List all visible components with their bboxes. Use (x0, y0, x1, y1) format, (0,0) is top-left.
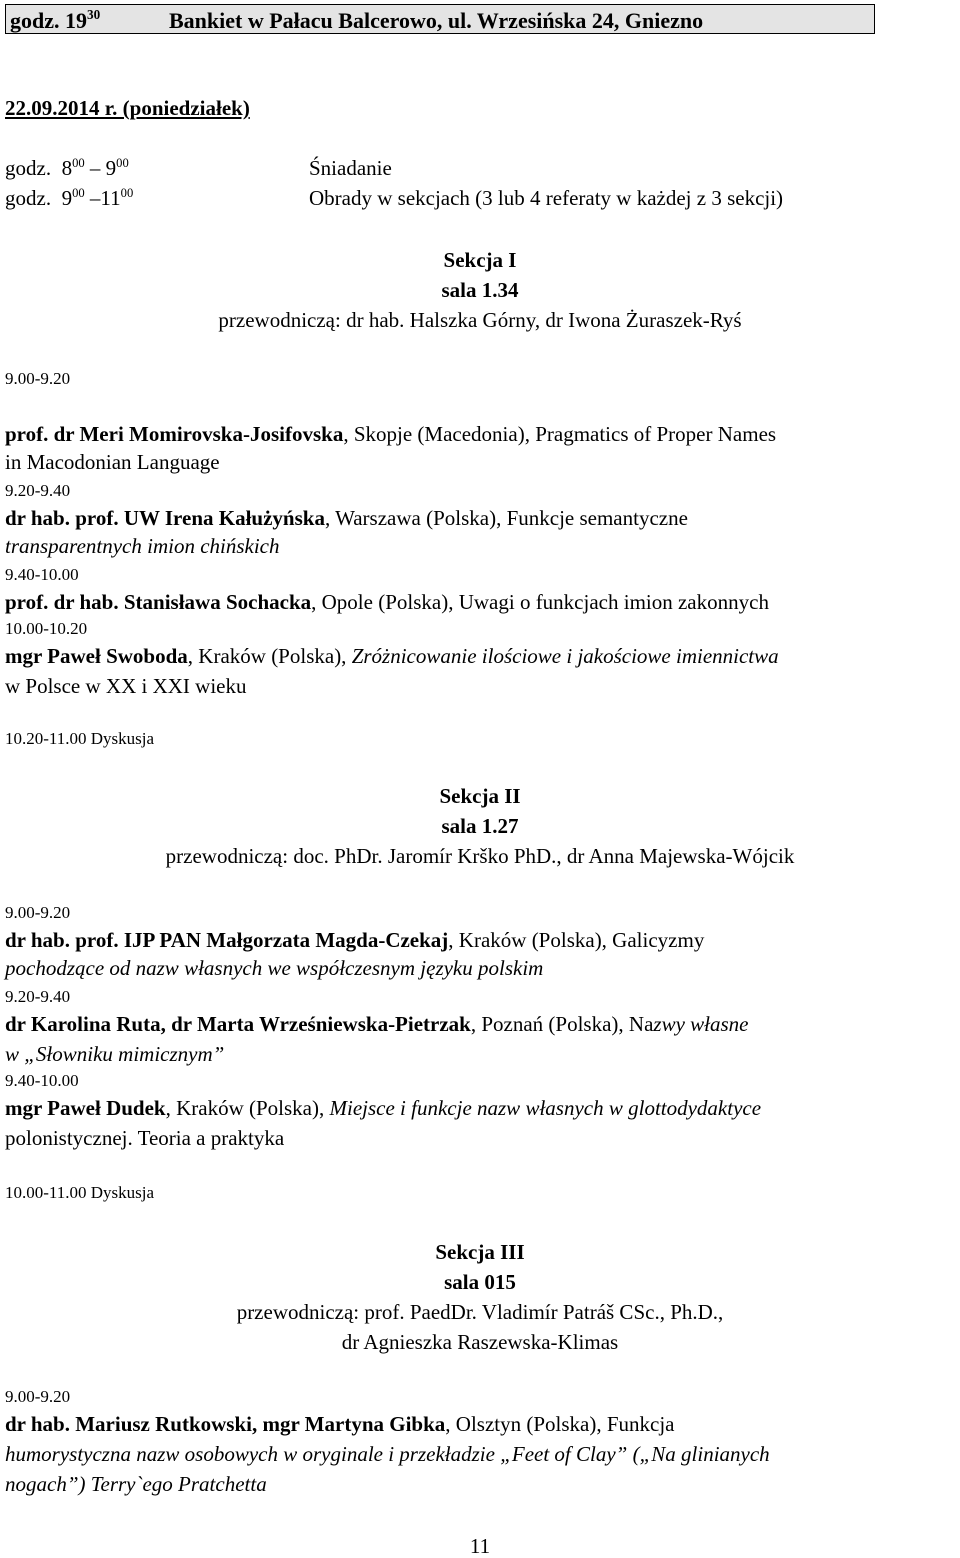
talk-entry: prof. dr hab. Stanisława Sochacka, Opole (Polska), Uwagi o funkcjach imion zakonnych (5, 590, 769, 614)
talk-entry: dr hab. Mariusz Rutkowski, mgr Martyna Gibka, Olsztyn (Polska), Funkcja (5, 1412, 675, 1436)
schedule-row: godz. $8^{00} - 9^{00}$ (5, 155, 129, 180)
talk-entry: mgr Paweł Dudek, Kraków (Polska), Miejsce i funkcje nazw własnych w glottodydaktyce (5, 1096, 762, 1120)
talk-time: 9.20-9.40 (5, 987, 71, 1006)
talk-title-cont: nogach”) Terry`ego Pratchetta (5, 1472, 267, 1496)
talk-time: 9.00-9.20 (5, 369, 71, 388)
banquet-banner (5, 4, 875, 34)
talk-entry: dr hab. prof. IJP PAN Małgorzata Magda-Czekaj, Kraków (Polska), Galicyzmy (5, 928, 705, 952)
talk-time: 9.40-10.00 (5, 565, 79, 584)
section-1-chairs: przewodniczą: dr hab. Halszka Górny, dr Iwona Żuraszek-Ryś (218, 308, 742, 332)
talk-time: 9.00-9.20 (5, 903, 71, 922)
talk-title-cont: in Macodonian Language (5, 450, 220, 474)
talk-title-cont: humorystyczna nazw osobowych w oryginale i przekładzie „Feet of Clay” („Na glinianych (5, 1442, 770, 1466)
talk-entry: dr hab. prof. UW Irena Kałużyńska, Warszawa (Polska), Funkcje semantyczne (5, 506, 688, 530)
talk-title-cont: polonistycznej. Teoria a praktyka (5, 1126, 285, 1150)
talk-title-cont: pochodzące od nazw własnych we współczesnym języku polskim (5, 956, 544, 980)
talk-entry: prof. dr Meri Momirovska-Josifovska, Skopje (Macedonia), Pragmatics of Proper Names (5, 422, 777, 446)
talk-time: 10.00-10.20 (5, 619, 88, 638)
section-1-title: Sekcja I (443, 248, 517, 272)
section-3-room: sala 015 (444, 1270, 516, 1294)
discussion: 10.20-11.00 Dyskusja (5, 729, 155, 748)
section-3-chairs-cont: dr Agnieszka Raszewska-Klimas (341, 1330, 619, 1354)
talk-entry: mgr Paweł Swoboda, Kraków (Polska), Zróżnicowanie ilościowe i jakościowe imiennictwa (5, 644, 779, 668)
talk-time: 9.00-9.20 (5, 1387, 71, 1406)
talk-entry: dr Karolina Ruta, dr Marta Wrześniewska-Pietrzak, Poznań (Polska), Nazwy własne (5, 1012, 749, 1036)
section-2-title: Sekcja II (439, 784, 521, 808)
talk-time: 9.20-9.40 (5, 481, 71, 500)
talk-title-cont: w Polsce w XX i XXI wieku (5, 674, 247, 698)
talk-title-cont: transparentnych imion chińskich (5, 534, 280, 558)
section-2-room: sala 1.27 (441, 814, 519, 838)
schedule-row: godz. $9^{00}$ $-11^{00}$ (5, 185, 134, 210)
banquet-time: godz. $19^{30}$ (10, 7, 101, 33)
section-3-chairs: przewodniczą: prof. PaedDr. Vladimír Patráš CSc., Ph.D., (236, 1300, 724, 1324)
schedule-item: Śniadanie (309, 156, 392, 180)
page-number: 11 (469, 1534, 491, 1558)
talk-time: 9.40-10.00 (5, 1071, 79, 1090)
section-2-chairs: przewodniczą: doc. PhDr. Jaromír Krško PhD., dr Anna Majewska-Wójcik (165, 844, 795, 868)
discussion: 10.00-11.00 Dyskusja (5, 1183, 155, 1202)
section-3-title: Sekcja III (435, 1240, 525, 1264)
schedule-item: Obrady w sekcjach (3 lub 4 referaty w każdej z 3 sekcji) (309, 186, 784, 210)
section-1-room: sala 1.34 (441, 278, 519, 302)
talk-title-cont: w „Słowniku mimicznym” (5, 1042, 225, 1066)
banquet-description: Bankiet w Pałacu Balcerowo, ul. Wrzesińska 24, Gniezno (169, 8, 704, 33)
day-heading: 22.09.2014 r. (poniedziałek) (5, 96, 250, 120)
